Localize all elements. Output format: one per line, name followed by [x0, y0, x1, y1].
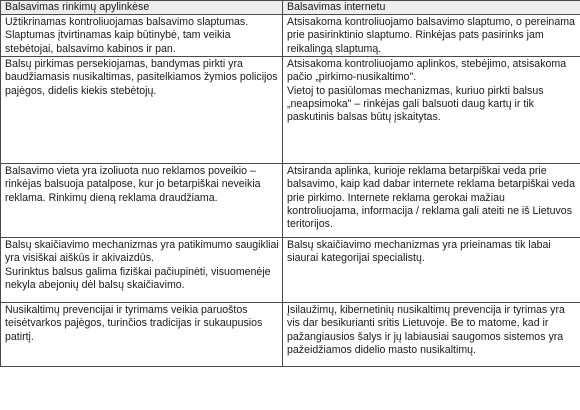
cell-internet-advertising: Atsiranda aplinka, kurioje reklama betarpiškai veda prie balsavimo, kaip kad dabar internete reklama betarpiškai veda prie pirkimo. Internete reklama gerokai mažiau kontroliuojama, informacija / reklama gali ateiti ne iš Lietuvos teritorijos.: [283, 164, 580, 238]
cell-internet-crime-prevention: Įsilaužimų, kibernetinių nusikaltimų prevencija ir tyrimas yra vis dar besikurianti sritis Lietuvoje. Be to matome, kad ir pažangiausios šalys ir jų labiausiai saugomos sistemos yra pažeidžiamos didelio masto nusikaltimų.: [283, 303, 580, 367]
table-header: [1, 1, 580, 15]
cell-polling-vote-counting-line-2: Surinktus balsus galima fiziškai pačiupinėti, visuomenėje nekyla abejonių dėl balsų skaičiavimo.: [5, 265, 271, 291]
cell-polling-vote-counting: [1, 238, 283, 303]
cell-internet-vote-buying: [283, 57, 580, 164]
cell-polling-vote-buying: Balsų pirkimas persekiojamas, bandymas pirkti yra baudžiamasis nusikaltimas, pasitelkiamos žymios policijos pajėgos, didelis kiekis stebėtojų.: [1, 57, 283, 164]
table-row-secrecy: [1, 15, 580, 57]
table-row-advertising: [1, 164, 580, 238]
header-internet-voting: Balsavimas internetu: [283, 1, 580, 15]
cell-polling-crime-prevention: Nusikaltimų prevencijai ir tyrimams veikia paruoštos teisėtvarkos pajėgos, turinčios tradicijas ir sukaupusios patirtį.: [1, 303, 283, 367]
cell-internet-vote-counting: Balsų skaičiavimo mechanizmas yra prieinamas tik labai siaurai kategorijai specialistų.: [283, 238, 580, 303]
table-row-crime-prevention: [1, 303, 580, 367]
table-row-vote-buying: [1, 57, 580, 164]
cell-internet-secrecy: Atsisakoma kontroliuojamo balsavimo slaptumo, o pereinama prie pasirinktinio slaptumo. Rinkėjas pats pasirinks jam reikalingą slaptumą.: [283, 15, 580, 57]
header-row: [1, 1, 580, 15]
cell-polling-advertising: Balsavimo vieta yra izoliuota nuo reklamos poveikio – rinkėjas balsuoja patalpose, kur jo betarpiškai neveikia reklama. Rinkimų dieną reklama draudžiama.: [1, 164, 283, 238]
table-body: [1, 15, 580, 367]
cell-polling-secrecy: Užtikrinamas kontroliuojamas balsavimo slaptumas. Slaptumas įtvirtinamas kaip būtinybė, tam veikia stebėtojai, balsavimo kabinos ir pan.: [1, 15, 283, 57]
header-polling-station-voting: Balsavimas rinkimų apylinkėse: [1, 1, 283, 15]
cell-internet-vote-buying-line-2: Vietoj to pasiūlomas mechanizmas, kuriuo pirkti balsus „neapsimoka" – rinkėjas gali balsuoti daug kartų ir tik paskutinis balsas būtų įskaitytas.: [287, 84, 544, 124]
cell-polling-vote-counting-line-1: Balsų skaičiavimo mechanizmas yra patikimumo saugikliai yra visiškai aiškūs ir akivaizdūs.: [5, 239, 279, 265]
cell-internet-vote-buying-line-1: Atsisakoma kontroliuojamo aplinkos, stebėjimo, atsisakoma pačio „pirkimo-nusikaltimo".: [287, 58, 567, 84]
table-row-vote-counting: [1, 238, 580, 303]
